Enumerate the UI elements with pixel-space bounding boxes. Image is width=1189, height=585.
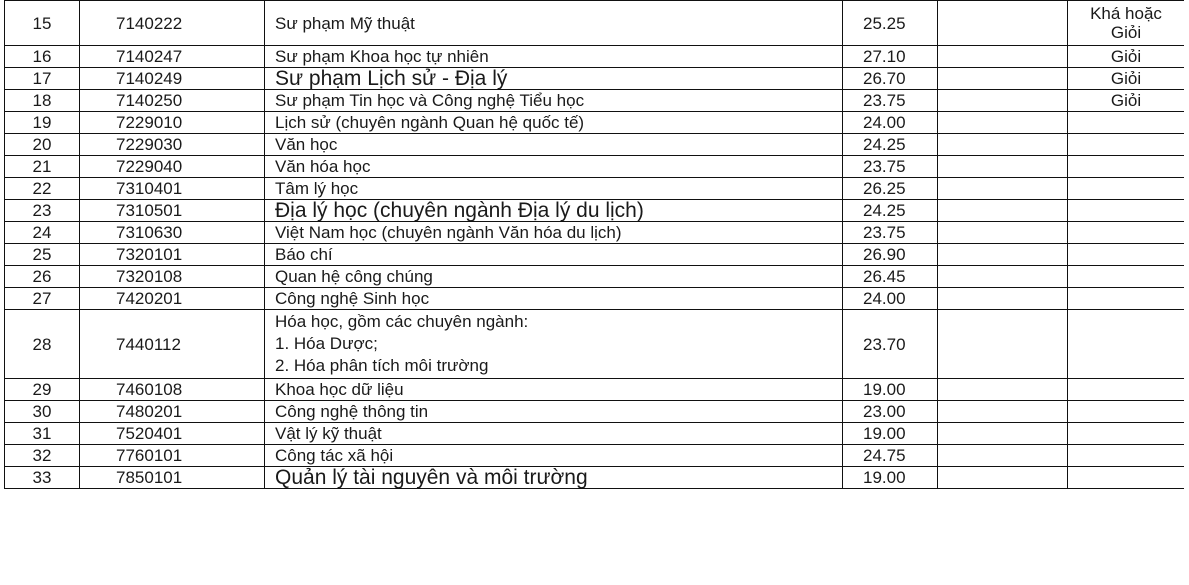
row-number: 18	[5, 90, 80, 112]
table-row	[5, 112, 1185, 134]
cutoff-score: 19.00	[843, 467, 938, 489]
row-number: 31	[5, 423, 80, 445]
table-row	[5, 423, 1185, 445]
major-code: 7310501	[80, 200, 265, 222]
table-row	[5, 68, 1185, 90]
academic-requirement	[1068, 156, 1185, 178]
note-cell	[938, 379, 1068, 401]
cutoff-score: 23.75	[843, 90, 938, 112]
cutoff-score: 23.70	[843, 310, 938, 379]
major-code: 7460108	[80, 379, 265, 401]
table-row	[5, 379, 1185, 401]
table-row	[5, 467, 1185, 489]
cutoff-score: 25.25	[843, 1, 938, 46]
major-name: Sư phạm Lịch sử - Địa lý	[265, 68, 843, 90]
table-row	[5, 401, 1185, 423]
row-number: 24	[5, 222, 80, 244]
note-cell	[938, 200, 1068, 222]
cutoff-score: 26.90	[843, 244, 938, 266]
table-row	[5, 178, 1185, 200]
note-cell	[938, 68, 1068, 90]
note-cell	[938, 445, 1068, 467]
note-cell	[938, 244, 1068, 266]
row-number: 22	[5, 178, 80, 200]
major-code: 7140249	[80, 68, 265, 90]
major-code: 7310630	[80, 222, 265, 244]
major-code: 7440112	[80, 310, 265, 379]
major-name: Sư phạm Khoa học tự nhiên	[265, 46, 843, 68]
note-cell	[938, 222, 1068, 244]
major-code: 7420201	[80, 288, 265, 310]
academic-requirement	[1068, 401, 1185, 423]
cutoff-score: 24.00	[843, 112, 938, 134]
note-cell	[938, 112, 1068, 134]
row-number: 29	[5, 379, 80, 401]
major-code: 7140222	[80, 1, 265, 46]
major-name: Văn học	[265, 134, 843, 156]
note-cell	[938, 310, 1068, 379]
row-number: 20	[5, 134, 80, 156]
major-code: 7310401	[80, 178, 265, 200]
academic-requirement	[1068, 244, 1185, 266]
major-name: Công nghệ thông tin	[265, 401, 843, 423]
major-name: Tâm lý học	[265, 178, 843, 200]
table-row	[5, 200, 1185, 222]
major-name: Lịch sử (chuyên ngành Quan hệ quốc tế)	[265, 112, 843, 134]
note-cell	[938, 288, 1068, 310]
academic-requirement	[1068, 266, 1185, 288]
admission-score-table-page	[4, 0, 1184, 585]
row-number: 28	[5, 310, 80, 379]
table-row	[5, 134, 1185, 156]
academic-requirement	[1068, 112, 1185, 134]
major-name: Báo chí	[265, 244, 843, 266]
row-number: 33	[5, 467, 80, 489]
table-row	[5, 46, 1185, 68]
major-name: Quản lý tài nguyên và môi trường	[265, 467, 843, 489]
cutoff-score: 26.45	[843, 266, 938, 288]
major-name	[265, 310, 843, 379]
major-name: Công tác xã hội	[265, 445, 843, 467]
major-name: Văn hóa học	[265, 156, 843, 178]
major-name-line: 2. Hóa phân tích môi trường	[275, 356, 489, 375]
cutoff-score: 24.25	[843, 200, 938, 222]
table-row	[5, 156, 1185, 178]
cutoff-score: 24.75	[843, 445, 938, 467]
major-name: Sư phạm Tin học và Công nghệ Tiểu học	[265, 90, 843, 112]
row-number: 15	[5, 1, 80, 46]
major-name: Vật lý kỹ thuật	[265, 423, 843, 445]
major-code: 7320108	[80, 266, 265, 288]
academic-requirement	[1068, 288, 1185, 310]
major-code: 7850101	[80, 467, 265, 489]
row-number: 25	[5, 244, 80, 266]
major-name-line: 1. Hóa Dược;	[275, 334, 378, 353]
academic-requirement	[1068, 467, 1185, 489]
table-row	[5, 90, 1185, 112]
row-number: 32	[5, 445, 80, 467]
major-name: Quan hệ công chúng	[265, 266, 843, 288]
academic-requirement	[1068, 222, 1185, 244]
academic-requirement	[1068, 200, 1185, 222]
academic-requirement	[1068, 445, 1185, 467]
table-row	[5, 266, 1185, 288]
major-code: 7229010	[80, 112, 265, 134]
cutoff-score: 19.00	[843, 423, 938, 445]
academic-requirement	[1068, 1, 1185, 46]
academic-requirement: Giỏi	[1068, 90, 1185, 112]
note-cell	[938, 134, 1068, 156]
major-name: Địa lý học (chuyên ngành Địa lý du lịch)	[265, 200, 843, 222]
row-number: 19	[5, 112, 80, 134]
note-cell	[938, 1, 1068, 46]
major-name: Việt Nam học (chuyên ngành Văn hóa du lịch)	[265, 222, 843, 244]
cutoff-score: 24.25	[843, 134, 938, 156]
major-name-line: Hóa học, gồm các chuyên ngành:	[275, 312, 529, 331]
major-code: 7140247	[80, 46, 265, 68]
academic-requirement	[1068, 178, 1185, 200]
academic-requirement	[1068, 423, 1185, 445]
major-code: 7229030	[80, 134, 265, 156]
cutoff-score: 26.70	[843, 68, 938, 90]
note-cell	[938, 401, 1068, 423]
table-body	[5, 1, 1185, 489]
table-row	[5, 445, 1185, 467]
cutoff-score: 23.75	[843, 222, 938, 244]
row-number: 30	[5, 401, 80, 423]
note-cell	[938, 178, 1068, 200]
major-name: Công nghệ Sinh học	[265, 288, 843, 310]
note-cell	[938, 423, 1068, 445]
cutoff-score: 23.00	[843, 401, 938, 423]
academic-requirement	[1068, 310, 1185, 379]
note-cell	[938, 156, 1068, 178]
row-number: 21	[5, 156, 80, 178]
row-number: 16	[5, 46, 80, 68]
table-row	[5, 1, 1185, 46]
cutoff-score: 19.00	[843, 379, 938, 401]
table-row	[5, 288, 1185, 310]
major-code: 7229040	[80, 156, 265, 178]
note-cell	[938, 46, 1068, 68]
academic-requirement	[1068, 379, 1185, 401]
academic-requirement	[1068, 134, 1185, 156]
major-code: 7320101	[80, 244, 265, 266]
table-row	[5, 310, 1185, 379]
note-cell	[938, 90, 1068, 112]
academic-requirement: Giỏi	[1068, 46, 1185, 68]
table-row	[5, 222, 1185, 244]
table-row	[5, 244, 1185, 266]
academic-requirement: Giỏi	[1068, 68, 1185, 90]
cutoff-score: 24.00	[843, 288, 938, 310]
major-code: 7480201	[80, 401, 265, 423]
requirement-line: Khá hoặc	[1090, 4, 1162, 23]
row-number: 27	[5, 288, 80, 310]
cutoff-score: 27.10	[843, 46, 938, 68]
note-cell	[938, 266, 1068, 288]
admission-score-table	[4, 0, 1184, 489]
major-name: Sư phạm Mỹ thuật	[265, 1, 843, 46]
row-number: 26	[5, 266, 80, 288]
row-number: 17	[5, 68, 80, 90]
major-code: 7520401	[80, 423, 265, 445]
requirement-line: Giỏi	[1110, 23, 1142, 42]
note-cell	[938, 467, 1068, 489]
cutoff-score: 26.25	[843, 178, 938, 200]
cutoff-score: 23.75	[843, 156, 938, 178]
major-name: Khoa học dữ liệu	[265, 379, 843, 401]
major-code: 7140250	[80, 90, 265, 112]
major-code: 7760101	[80, 445, 265, 467]
row-number: 23	[5, 200, 80, 222]
